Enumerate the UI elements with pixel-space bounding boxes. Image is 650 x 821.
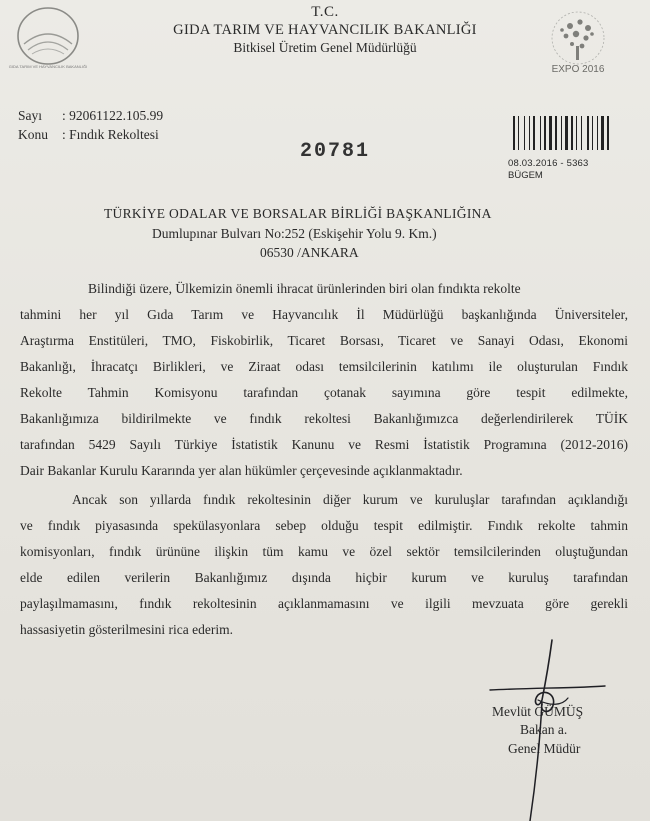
barcode-bar <box>601 116 604 150</box>
konu-line <box>18 127 159 143</box>
ministry-logo-text: GIDA TARIM VE HAYVANCILIK BAKANLIĞI <box>8 64 88 69</box>
barcode-bar <box>518 116 519 150</box>
p2-line-2: ve fındık piyasasında spekülasyonlara sebep olduğu tespit edilmiştir. Fındık rekolte tahmin <box>20 518 628 533</box>
signatory-name: Mevlüt GÜMÜŞ <box>492 704 584 719</box>
p2-line-4: elde edilen verilerin Bakanlığımız dışında hiçbir kurum ve kuruluş tarafından <box>20 570 628 585</box>
p1-line-2: tahmini her yıl Gıda Tarım ve Hayvancılık İl Müdürlüğü başkanlığında Üniversiteler, <box>20 307 628 322</box>
konu-label: Konu <box>18 127 48 142</box>
p2-line-1: Ancak son yıllarda fındık rekoltesinin diğer kurum ve kuruluşlar tarafından açıklandığı <box>72 492 628 507</box>
barcode-bar <box>576 116 577 150</box>
ministry-logo <box>8 4 88 74</box>
recipient-line-3: 06530 /ANKARA <box>260 245 359 260</box>
header-ministry: GIDA TARIM VE HAYVANCILIK BAKANLIĞI <box>173 22 477 38</box>
barcode-bar <box>607 116 609 150</box>
barcode-bar <box>549 116 552 150</box>
barcode-bar <box>597 116 598 150</box>
header-department: Bitkisel Üretim Genel Müdürlüğü <box>233 40 417 55</box>
konu-value: : Fındık Rekoltesi <box>62 127 159 142</box>
recipient-line-2: Dumlupınar Bulvarı No:252 (Eskişehir Yolu 9. Km.) <box>152 226 437 241</box>
barcode <box>511 116 621 150</box>
p1-line-4: Bakanlığı, İhracatçı Birlikleri, ve Ziraat odası temsilcilerinin katılımı ile oluşturulan Fındık <box>20 359 628 374</box>
sayi-label: Sayı <box>18 108 43 123</box>
p2-line-5: paylaşılmamasını, fındık rekoltesinin açıklanmamasını ve ilgili mevzuata göre gerekli <box>20 596 628 611</box>
sayi-line <box>18 108 163 124</box>
barcode-bar <box>592 116 593 150</box>
expo-logo <box>540 6 616 102</box>
p1-line-7: tarafından 5429 Sayılı Türkiye İstatistik Kanunu ve Resmi İstatistik Programına (2012-2016) <box>20 437 628 452</box>
reference-number: 20781 <box>300 140 371 163</box>
p1-line-3: Araştırma Enstitüleri, TMO, Fiskobirlik, Ticaret Borsası, Ticaret ve Sanayi Odası, Ekonomi <box>20 333 628 348</box>
p1-line-1: Bilindiği üzere, Ülkemizin önemli ihracat ürünlerinden biri olan fındıkta rekolte <box>88 281 521 296</box>
barcode-bar <box>513 116 515 150</box>
handwritten-signature <box>470 640 620 821</box>
p1-line-5: Rekolte Tahmin Komisyonu tarafından çotanak sayımına göre tespit edilmekte, <box>20 385 628 400</box>
barcode-bar <box>571 116 573 150</box>
barcode-date-code: 08.03.2016 - 5363 <box>508 158 589 169</box>
p2-line-3: komisyonları, fındık ürününe ilişkin tüm kamu ve özel sektör temsilcilerinden oluştuğundan <box>20 544 628 559</box>
barcode-bar <box>587 116 589 150</box>
barcode-bar <box>529 116 530 150</box>
sayi-value: : 92061122.105.99 <box>62 108 164 123</box>
header-tc: T.C. <box>311 4 339 20</box>
barcode-unit: BÜGEM <box>508 170 543 181</box>
signatory-title-2: Genel Müdür <box>508 741 581 756</box>
barcode-bar <box>540 116 541 150</box>
recipient-line-1: TÜRKİYE ODALAR VE BORSALAR BİRLİĞİ BAŞKANLIĞINA <box>104 206 492 221</box>
p1-line-6: Bakanlığımıza bildirilmekte ve fındık rekoltesi Bakanlığımızca değerlendirilerek TÜİK <box>20 411 628 426</box>
barcode-bar <box>555 116 557 150</box>
barcode-bar <box>581 116 582 150</box>
barcode-bar <box>544 116 546 150</box>
barcode-bar <box>533 116 535 150</box>
signatory-title-1: Bakan a. <box>520 722 568 737</box>
barcode-bar <box>565 116 568 150</box>
barcode-bar <box>561 116 562 150</box>
p2-line-6: hassasiyetin gösterilmesini rica ederim. <box>20 622 233 637</box>
barcode-bar <box>524 116 525 150</box>
p1-line-8: Dair Bakanlar Kurulu Kararında yer alan hükümler çerçevesinde açıklanmaktadır. <box>20 463 463 478</box>
expo-logo-text: EXPO 2016 <box>551 64 605 75</box>
